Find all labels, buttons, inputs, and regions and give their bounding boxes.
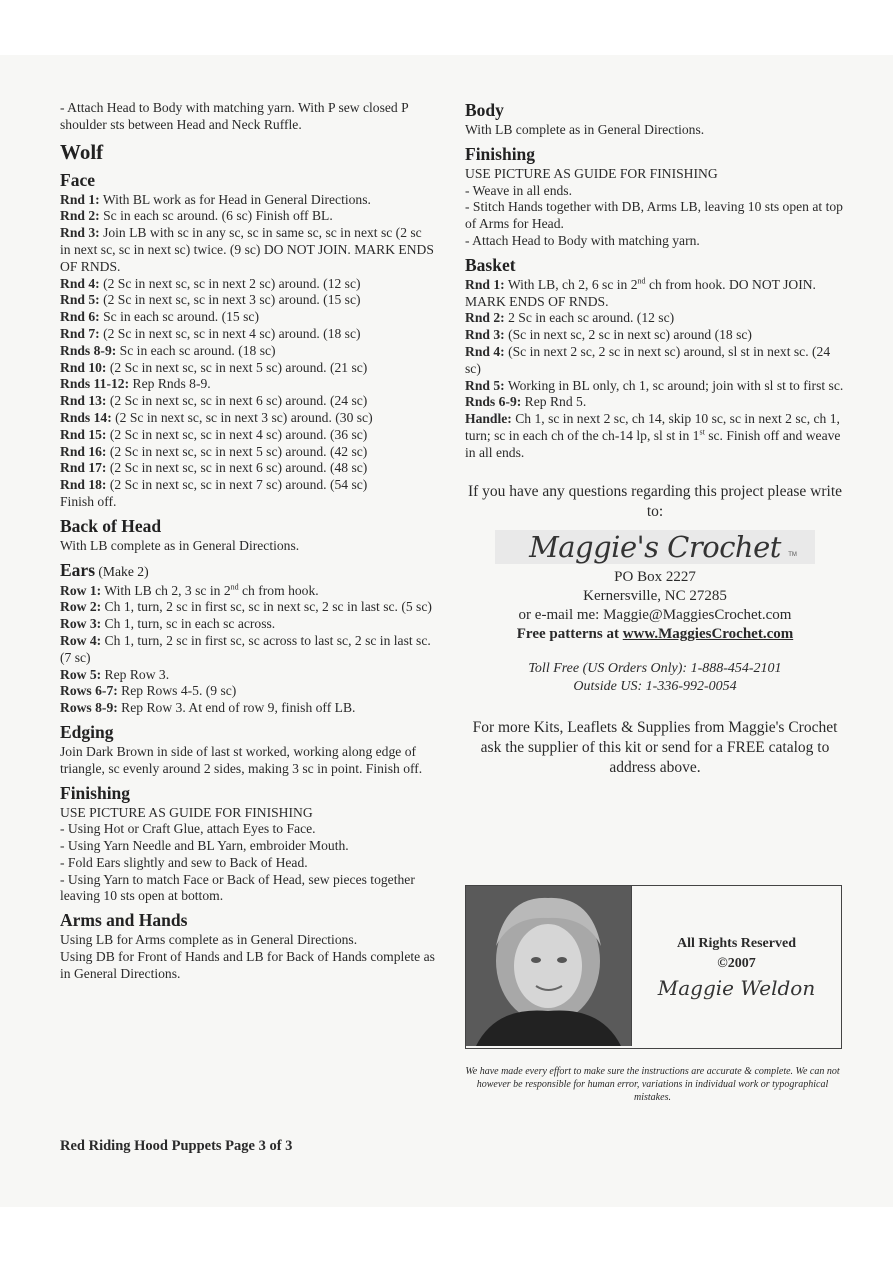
questions-text: If you have any questions regarding this project please write to: (467, 482, 843, 520)
row-text: Ch 1, sc in next 2 sc, ch 14, skip 10 sc, sc in next 2 sc, ch 1, turn; sc in each ch of the ch-14 lp, sl st in 1 (465, 411, 840, 443)
designer-box (465, 885, 842, 1049)
row-text: (2 Sc in next sc, sc in next 4 sc) around. (18 sc) (99, 325, 361, 341)
row-label: Rnds 14: (60, 409, 112, 425)
ears-row-1 (60, 583, 435, 600)
page-footer: Red Riding Hood Puppets Page 3 of 3 (60, 1138, 293, 1154)
row-text: (Sc in next 2 sc, 2 sc in next sc) around, sl st in next sc. (24 sc) (465, 343, 831, 376)
face-row (60, 393, 435, 410)
email-line: or e-mail me: Maggie@MaggiesCrochet.com (518, 606, 792, 623)
arms-line: Using DB for Front of Hands and LB for Back of Hands complete as in General Directions. (60, 949, 435, 981)
attach-head-text: - Attach Head to Body with matching yarn. With P sew closed P shoulder sts between Head and Neck Ruffle. (60, 100, 409, 132)
phone-block (465, 660, 845, 696)
row-text: 2 Sc in each sc around. (12 sc) (504, 310, 675, 326)
logo-wordmark: Maggie's Crochet (529, 529, 781, 564)
row-label: Row 4: (60, 632, 102, 648)
face-row (60, 410, 435, 427)
row-label: Row 2: (60, 599, 102, 615)
finishing-heading-left: Finishing (60, 782, 131, 803)
ears-row (60, 599, 435, 616)
po-box: PO Box 2227 (614, 568, 696, 585)
basket-row (465, 394, 845, 411)
row-text: Rep Row 3. At end of row 9, finish off LB. (117, 700, 356, 716)
finishing-right-line: USE PICTURE AS GUIDE FOR FINISHING (465, 165, 718, 181)
row-label: Rnd 5: (465, 377, 505, 393)
face-row (60, 225, 435, 275)
row-text: Rep Rnds 8-9. (129, 376, 211, 392)
row-text: (Sc in next sc, 2 sc in next sc) around (18 sc) (504, 327, 752, 343)
basket-handle (465, 411, 845, 461)
back-of-head-heading: Back of Head (60, 515, 162, 536)
face-row (60, 343, 435, 360)
ears-instructions (60, 599, 435, 717)
finishing-instructions-right (465, 166, 845, 250)
row-text: Sc in each sc around. (18 sc) (116, 342, 276, 358)
row-label: Row 3: (60, 616, 102, 632)
face-row (60, 477, 435, 494)
city-state: Kernersville, NC 27285 (583, 587, 727, 604)
row-text: ch from hook. (238, 582, 319, 598)
face-row (60, 427, 435, 444)
row-text: sc. Finish off and weave in all ends. (465, 427, 841, 460)
face-row (60, 276, 435, 293)
designer-photo (466, 886, 632, 1046)
row-text: With LB ch 2, 3 sc in 2 (101, 582, 231, 598)
row-text: With BL work as for Head in General Directions. (99, 191, 371, 207)
row-label: Rnd 3: (60, 225, 100, 241)
row-text: (2 Sc in next sc, sc in next 7 sc) around. (54 sc) (106, 477, 368, 493)
row-text: Working in BL only, ch 1, sc around; join with sl st to first sc. (504, 377, 844, 393)
row-label: Row 5: (60, 666, 102, 682)
finishing-left-line: - Fold Ears slightly and sew to Back of Head. (60, 854, 308, 870)
row-text: Rep Row 3. (101, 666, 170, 682)
finishing-left-line: USE PICTURE AS GUIDE FOR FINISHING (60, 804, 313, 820)
face-row (60, 192, 435, 209)
row-label: Rnds 6-9: (465, 394, 522, 410)
face-row (60, 376, 435, 393)
basket-heading: Basket (465, 254, 516, 275)
row-label: Rnd 5: (60, 292, 100, 308)
more-info-block (465, 718, 845, 778)
portrait-illustration (466, 886, 631, 1046)
row-text: (2 Sc in next sc, sc in next 5 sc) around. (42 sc) (106, 443, 368, 459)
row-label: Rnds 8-9: (60, 342, 117, 358)
row-text: With LB, ch 2, 6 sc in 2 (504, 276, 638, 292)
ordinal-suffix: nd (637, 276, 646, 286)
row-label: Rnd 13: (60, 393, 107, 409)
designer-signature: Maggie Weldon (657, 976, 816, 1000)
ears-row (60, 667, 435, 684)
basket-row (465, 327, 845, 344)
finishing-right-line: - Weave in all ends. (465, 182, 572, 198)
basket-row (465, 310, 845, 327)
outside-us-phone: Outside US: 1-336-992-0054 (573, 678, 737, 694)
row-label: Rnd 10: (60, 359, 107, 375)
row-text: (2 Sc in next sc, sc in next 5 sc) around. (21 sc) (106, 359, 368, 375)
row-label: Rnd 15: (60, 426, 107, 442)
edging-text: Join Dark Brown in side of last st worked, working along edge of triangle, sc evenly around 2 sides, making 3 sc in point. Finish off. (60, 743, 423, 776)
row-label: Rnd 2: (60, 208, 100, 224)
basket-rnd-1 (465, 277, 845, 311)
ears-title: Ears (60, 559, 95, 580)
finishing-instructions-left (60, 805, 435, 906)
face-row (60, 309, 435, 326)
arms-heading: Arms and Hands (60, 910, 188, 931)
row-label: Rnd 17: (60, 460, 107, 476)
logo-trademark: TM (788, 551, 797, 558)
website-link[interactable]: www.MaggiesCrochet.com (622, 625, 794, 642)
row-text: (2 Sc in next sc, sc in next 6 sc) around. (24 sc) (106, 393, 368, 409)
back-of-head-text: With LB complete as in General Directions. (60, 537, 300, 553)
rights-panel (632, 886, 841, 1048)
row-label: Rnds 11-12: (60, 376, 130, 392)
face-instructions (60, 192, 435, 494)
row-label: Handle: (465, 411, 512, 427)
ears-row (60, 616, 435, 633)
row-text: (2 Sc in next sc, sc in next 2 sc) around. (12 sc) (99, 275, 361, 291)
body-text: With LB complete as in General Directions. (465, 122, 705, 137)
row-text: Ch 1, turn, sc in each sc across. (101, 616, 276, 632)
row-text: Sc in each sc around. (15 sc) (99, 309, 259, 325)
row-label: Rnd 18: (60, 477, 107, 493)
arms-line: Using LB for Arms complete as in General Directions. (60, 932, 358, 948)
row-label: Rnd 6: (60, 309, 100, 325)
ears-heading (60, 560, 435, 582)
row-label: Rnd 4: (465, 343, 505, 359)
face-row (60, 292, 435, 309)
maggies-crochet-logo (465, 530, 845, 564)
ordinal-suffix: st (699, 427, 705, 437)
row-label: Rows 6-7: (60, 683, 118, 699)
face-row (60, 208, 435, 225)
free-patterns-line (465, 625, 845, 644)
disclaimer-text: We have made every effort to make sure the instructions are accurate & complete. We can not however be responsible for human error, variations in individual work or typographical mistakes. (465, 1066, 840, 1103)
contact-block (465, 482, 845, 778)
left-column (60, 100, 435, 983)
address-block (465, 568, 845, 644)
finishing-left-line: - Using Hot or Craft Glue, attach Eyes to Face. (60, 821, 316, 837)
free-label: Free patterns at (516, 625, 623, 642)
right-column (465, 100, 845, 1103)
basket-row (465, 378, 845, 395)
row-label: Rnd 1: (465, 276, 505, 292)
row-label: Rnd 4: (60, 275, 100, 291)
toll-free-phone: Toll Free (US Orders Only): 1-888-454-2101 (528, 660, 782, 676)
basket-row (465, 344, 845, 378)
ears-row (60, 700, 435, 717)
basket-instructions (465, 310, 845, 411)
wolf-heading: Wolf (60, 139, 104, 164)
edging-heading: Edging (60, 721, 114, 742)
ears-row (60, 683, 435, 700)
face-row (60, 460, 435, 477)
row-label: Rnd 7: (60, 325, 100, 341)
face-row (60, 444, 435, 461)
row-text: Ch 1, turn, 2 sc in first sc, sc across to last sc, 2 sc in last sc. (7 sc) (60, 632, 431, 665)
row-label: Rnd 2: (465, 310, 505, 326)
face-row (60, 360, 435, 377)
finishing-heading-right: Finishing (465, 143, 536, 164)
rights-reserved: All Rights Reserved (677, 936, 796, 951)
ordinal-suffix: nd (230, 582, 239, 591)
more-info-text: For more Kits, Leaflets & Supplies from Maggie's Crochet ask the supplier of this kit or send for a FREE catalog to address above. (472, 718, 838, 776)
row-label: Row 1: (60, 582, 102, 598)
body-heading: Body (465, 100, 504, 120)
ears-row (60, 633, 435, 667)
face-heading: Face (60, 169, 95, 190)
row-text: (2 Sc in next sc, sc in next 3 sc) around. (15 sc) (99, 292, 361, 308)
row-label: Rnd 1: (60, 191, 100, 207)
row-text: Join LB with sc in any sc, sc in same sc, sc in next sc (2 sc in next sc, sc in next sc) twice. (9 sc) DO NOT JOIN. MARK ENDS OF RNDS. (60, 225, 434, 274)
row-text: ch from hook. DO NOT JOIN. MARK ENDS OF RNDS. (465, 276, 816, 309)
arms-instructions (60, 932, 435, 982)
finishing-left-line: - Using Yarn Needle and BL Yarn, embroider Mouth. (60, 838, 349, 854)
face-finish: Finish off. (60, 493, 117, 509)
finishing-right-line: - Stitch Hands together with DB, Arms LB, leaving 10 sts open at top of Arms for Head. (465, 199, 843, 232)
row-text: Ch 1, turn, 2 sc in first sc, sc in next sc, 2 sc in last sc. (5 sc) (101, 599, 432, 615)
row-label: Rnd 16: (60, 443, 107, 459)
row-label: Rnd 3: (465, 327, 505, 343)
finishing-right-line: - Attach Head to Body with matching yarn. (465, 232, 700, 248)
row-text: (2 Sc in next sc, sc in next 6 sc) around. (48 sc) (106, 460, 368, 476)
row-text: Rep Rnd 5. (521, 394, 587, 410)
ears-sub: (Make 2) (95, 563, 149, 579)
row-text: (2 Sc in next sc, sc in next 4 sc) around. (36 sc) (106, 426, 368, 442)
finishing-left-line: - Using Yarn to match Face or Back of Head, sew pieces together leaving 10 sts open at bottom. (60, 871, 415, 904)
disclaimer-block (465, 1065, 840, 1104)
row-label: Rows 8-9: (60, 700, 118, 716)
row-text: (2 Sc in next sc, sc in next 3 sc) around. (30 sc) (111, 409, 373, 425)
row-text: Rep Rows 4-5. (9 sc) (117, 683, 237, 699)
row-text: Sc in each sc around. (6 sc) Finish off BL. (99, 208, 333, 224)
copyright-year: ©2007 (717, 956, 756, 971)
face-row (60, 326, 435, 343)
